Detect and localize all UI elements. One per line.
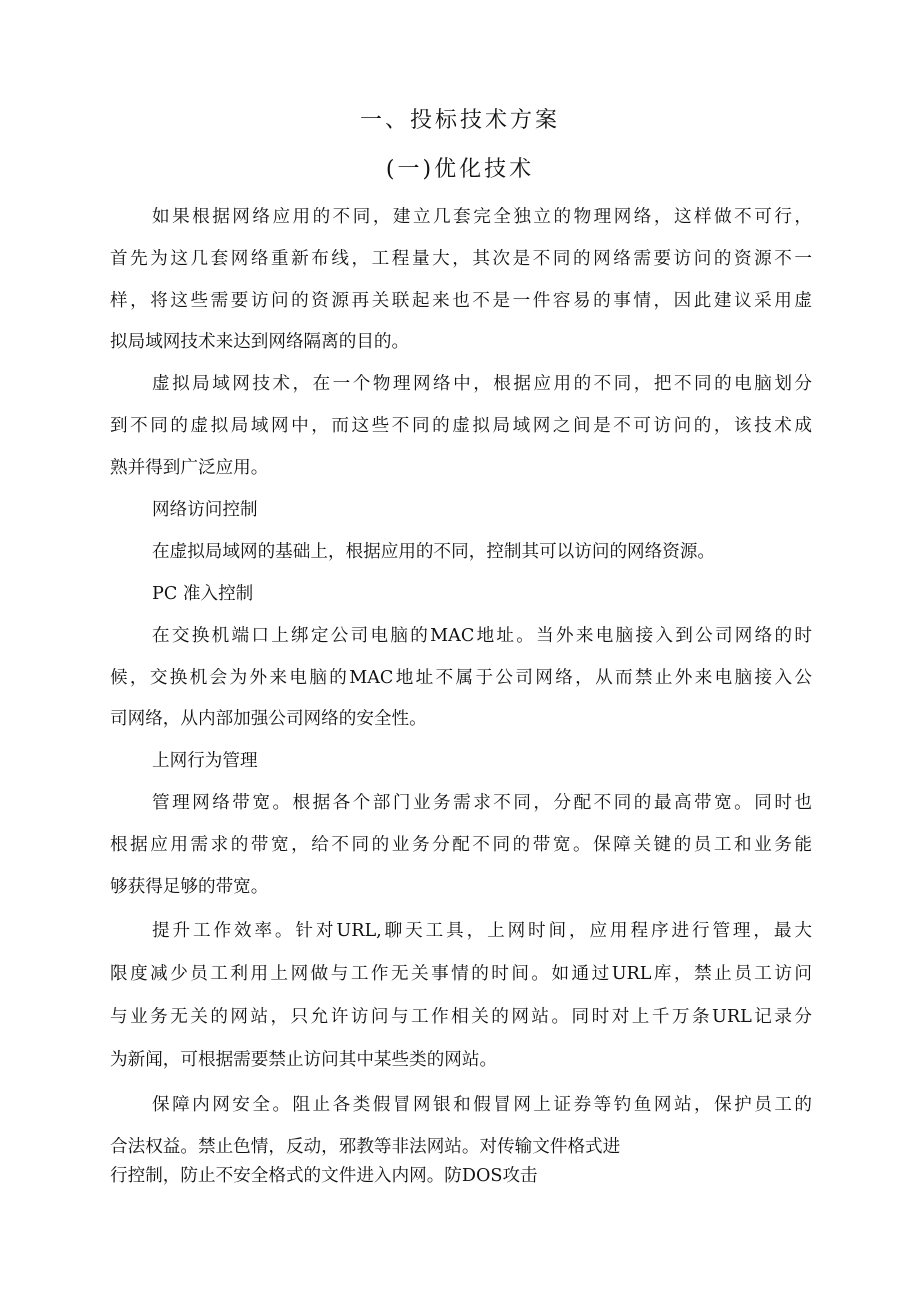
paragraph-line: 如果根据网络应用的不同，建立几套完全独立的物理网络，这样做不可行，: [152, 207, 812, 227]
paragraph-line: 为新闻，可根据需要禁止访问其中某些类的网站。: [110, 1050, 498, 1070]
paragraph-line: 与业务无关的网站，只允许访问与工作相关的网站。同时对上千万条URL记录分: [110, 1007, 812, 1027]
paragraph-line: 限度减少员工利用上网做与工作无关事情的时间。如通过URL库，禁止员工访问: [110, 964, 812, 984]
paragraph-line: 司网络，从内部加强公司网络的安全性。: [110, 709, 427, 729]
paragraph-line: 提升工作效率。针对URL,聊天工具，上网时间，应用程序进行管理，最大: [152, 921, 812, 941]
paragraph-line: 在虚拟局域网的基础上，根据应用的不同，控制其可以访问的网络资源。: [152, 542, 716, 562]
paragraph-line: 样，将这些需要访问的资源再关联起来也不是一件容易的事情，因此建议采用虚: [110, 291, 812, 311]
paragraph-line: 行控制，防止不安全格式的文件进入内网。防DOS攻击: [110, 1166, 538, 1186]
paragraph-line: 管理网络带宽。根据各个部门业务需求不同，分配不同的最高带宽。同时也: [152, 793, 812, 813]
subsection-heading: 网络访问控制: [152, 500, 258, 520]
paragraph-line: 熟并得到广泛应用。: [110, 458, 269, 478]
document-heading: 一、投标技术方案: [359, 108, 560, 133]
subsection-heading: 上网行为管理: [152, 751, 258, 771]
paragraph-line: 拟局域网技术来达到网络隔离的目的。: [110, 332, 410, 352]
paragraph-line: 在交换机端口上绑定公司电脑的MAC地址。当外来电脑接入到公司网络的时: [152, 626, 812, 646]
subsection-heading: PC 准入控制: [152, 584, 254, 604]
paragraph-line: 到不同的虚拟局域网中，而这些不同的虚拟局域网之间是不可访问的，该技术成: [110, 416, 812, 436]
paragraph-line: 首先为这几套网络重新布线，工程量大，其次是不同的网络需要访问的资源不一: [110, 249, 812, 269]
paragraph-line: 合法权益。禁止色情，反动，邪教等非法网站。对传输文件格式进: [110, 1137, 621, 1157]
paragraph-line: 虚拟局域网技术，在一个物理网络中，根据应用的不同，把不同的电脑划分: [152, 374, 812, 394]
section-heading: (一)优化技术: [385, 157, 535, 182]
paragraph-line: 候，交换机会为外来电脑的MAC地址不属于公司网络，从而禁止外来电脑接入公: [110, 668, 812, 688]
paragraph-line: 保障内网安全。阻止各类假冒网银和假冒网上证券等钓鱼网站，保护员工的: [152, 1095, 812, 1115]
paragraph-line: 根据应用需求的带宽，给不同的业务分配不同的带宽。保障关键的员工和业务能: [110, 835, 812, 855]
paragraph-line: 够获得足够的带宽。: [110, 877, 269, 897]
